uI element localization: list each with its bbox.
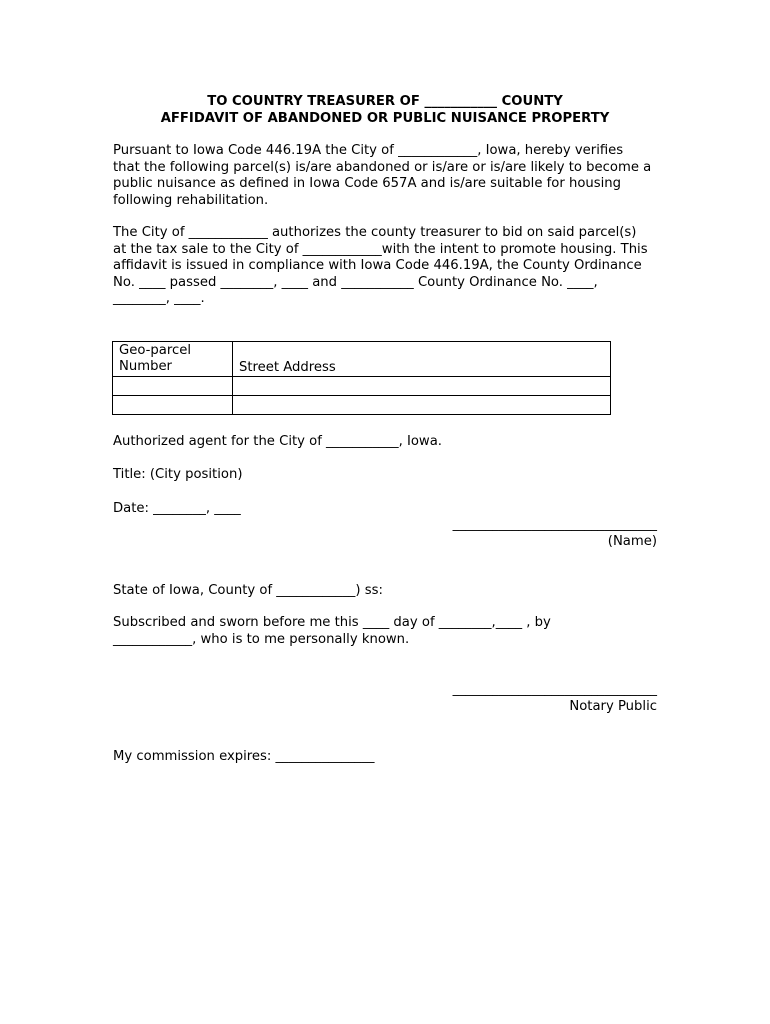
title-line-2: AFFIDAVIT OF ABANDONED OR PUBLIC NUISANCE PROPERTY	[160, 111, 610, 126]
street-address-cell[interactable]	[233, 377, 611, 396]
notary-signature-line: _______________________________	[452, 682, 657, 697]
header-geo-parcel-number: Geo-parcel Number	[113, 342, 233, 377]
commission-expires-line: My commission expires: _______________	[113, 749, 375, 764]
street-address-cell[interactable]	[233, 396, 611, 415]
title-position-line: Title: (City position)	[113, 467, 243, 482]
notary-signature-block	[453, 682, 657, 715]
geo-parcel-cell[interactable]	[113, 377, 233, 396]
subscribed-sworn-text: Subscribed and sworn before me this ____ day of ________,____ , by ____________, who is to me personally known.	[113, 615, 551, 647]
date-line: Date: ________, ____	[113, 501, 241, 516]
table-row	[113, 377, 611, 396]
name-signature-line: _______________________________	[452, 517, 657, 532]
header-street-address: Street Address	[233, 342, 611, 377]
document-title	[0, 93, 770, 127]
title-line-1: TO COUNTRY TREASURER OF ___________ COUNTY	[207, 94, 563, 109]
table-header-row	[113, 342, 611, 377]
notary-label: Notary Public	[569, 698, 657, 714]
verification-paragraph: Pursuant to Iowa Code 446.19A the City of ____________, Iowa, hereby verifies that the following parcel(s) is/are abandoned or is/are or is/are likely to become a public nuisance as defined in Iowa Code 657A and is/are suitable for housing following rehabilitation.	[113, 143, 652, 208]
name-signature-block	[453, 517, 657, 550]
state-county-line: State of Iowa, County of ____________) ss:	[113, 583, 383, 598]
geo-parcel-cell[interactable]	[113, 396, 233, 415]
authorization-paragraph: The City of ____________ authorizes the county treasurer to bid on said parcel(s) at the tax sale to the City of ____________with the intent to promote housing. This affidavit is issued in compliance with Iowa Code 446.19A, the County Ordinance No. ____ passed ________, ____ and ___________ County Ordinance No. ____, ________, ____.	[113, 225, 648, 307]
table-row	[113, 396, 611, 415]
name-label: (Name)	[607, 533, 657, 549]
parcel-table	[112, 341, 611, 415]
authorized-agent-line: Authorized agent for the City of ___________, Iowa.	[113, 434, 442, 449]
